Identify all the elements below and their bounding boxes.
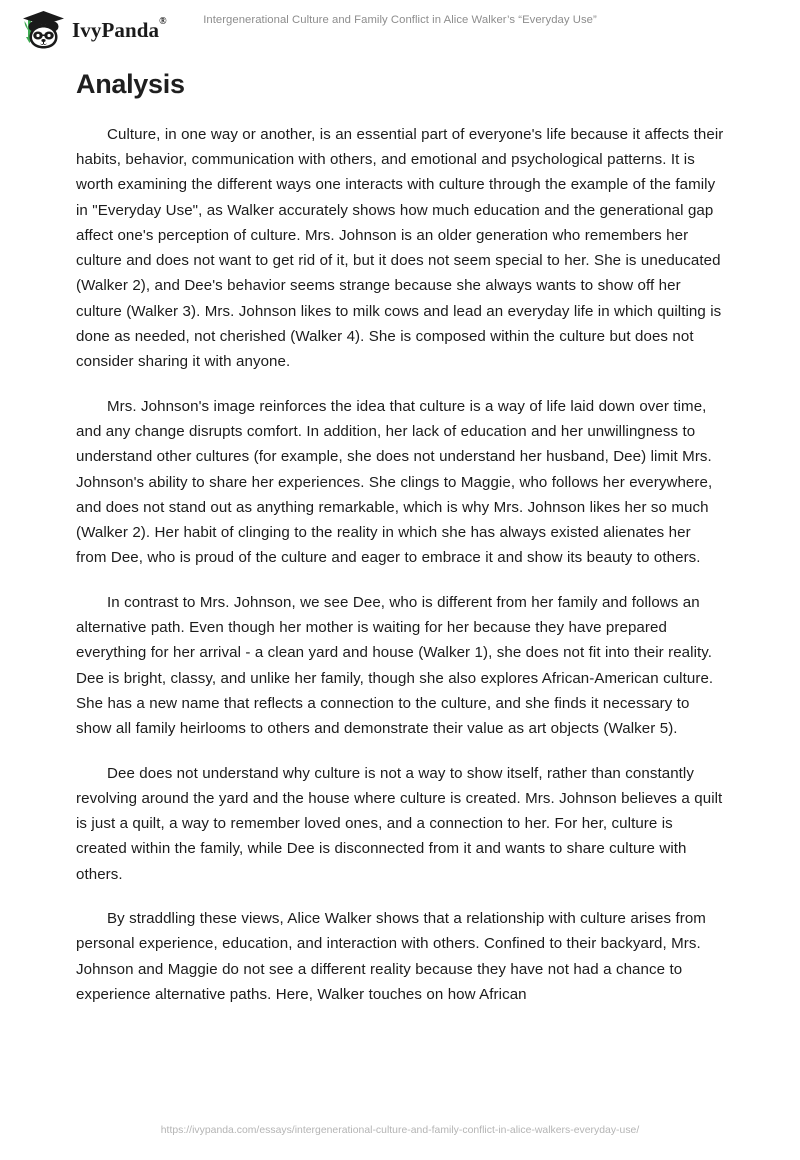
page-header (0, 0, 800, 58)
body-paragraph: Culture, in one way or another, is an essential part of everyone's life because it affects their habits, behavior, communication with others, and emotional and psychological patterns. It is worth examining the different ways one interacts with culture through the example of the family in "Everyday Use", as Walker accurately shows how much education and the generational gap affect one's perception of culture. Mrs. Johnson is an older generation who remembers her culture and does not want to get rid of it, but it does not seem special to her. She is uneducated (Walker 2), and Dee's behavior seems strange because she always wants to show off her culture (Walker 3). Mrs. Johnson likes to milk cows and lead an everyday life in which quilting is done as needed, not cherished (Walker 4). She is composed within the culture but does not consider sharing it with anyone. (76, 125, 724, 371)
footer-source-url[interactable]: https://ivypanda.com/essays/intergenerational-culture-and-family-conflict-in-alice-walkers-everyday-use/ (160, 1125, 640, 1136)
running-title: Intergenerational Culture and Family Conflict in Alice Walker’s “Everyday Use” (203, 14, 597, 26)
page-title: Analysis (76, 69, 185, 99)
brand-name-text: IvyPanda (72, 17, 160, 42)
body-paragraph: By straddling these views, Alice Walker shows that a relationship with culture arises from personal experience, education, and interaction with others. Confined to their backyard, Mrs. Johnson and Maggie do not see a different reality because they have not had a chance to experience alternative paths. Here, Walker touches on how African (76, 910, 706, 1003)
page-footer (0, 1120, 800, 1138)
registered-trademark-icon: ® (159, 15, 167, 27)
document-content (76, 70, 724, 1007)
body-paragraph: Mrs. Johnson's image reinforces the idea that culture is a way of life laid down over time, and any change disrupts comfort. In addition, her lack of education and her unwillingness to understand other cultures (for example, she does not understand her husband, Dee) limit Mrs. Johnson's ability to share her experiences. She clings to Maggie, who follows her everywhere, and does not stand out as anything remarkable, which is why Mrs. Johnson likes her so much (Walker 2). Her habit of clinging to the reality in which she has always existed alienates her from Dee, who is proud of the culture and eager to embrace it and show its beauty to others. (76, 397, 713, 567)
body-paragraph: Dee does not understand why culture is not a way to show itself, rather than constantly revolving around the yard and the house where culture is created. Mrs. Johnson believes a quilt is just a quilt, a way to remember loved ones, and a connection to her. For her, culture is created within the family, while Dee is disconnected from it and wants to share culture with others. (76, 764, 723, 883)
body-paragraph: In contrast to Mrs. Johnson, we see Dee, who is different from her family and follows an alternative path. Even though her mother is waiting for her because they have prepared everything for her arrival - a clean yard and house (Walker 1), she does not fit into their reality. Dee is bright, classy, and unlike her family, though she also explores African-American culture. She has a new name that reflects a connection to the culture, and she finds it necessary to show all family heirlooms to others and demonstrate their value as art objects (Walker 5). (76, 593, 714, 738)
